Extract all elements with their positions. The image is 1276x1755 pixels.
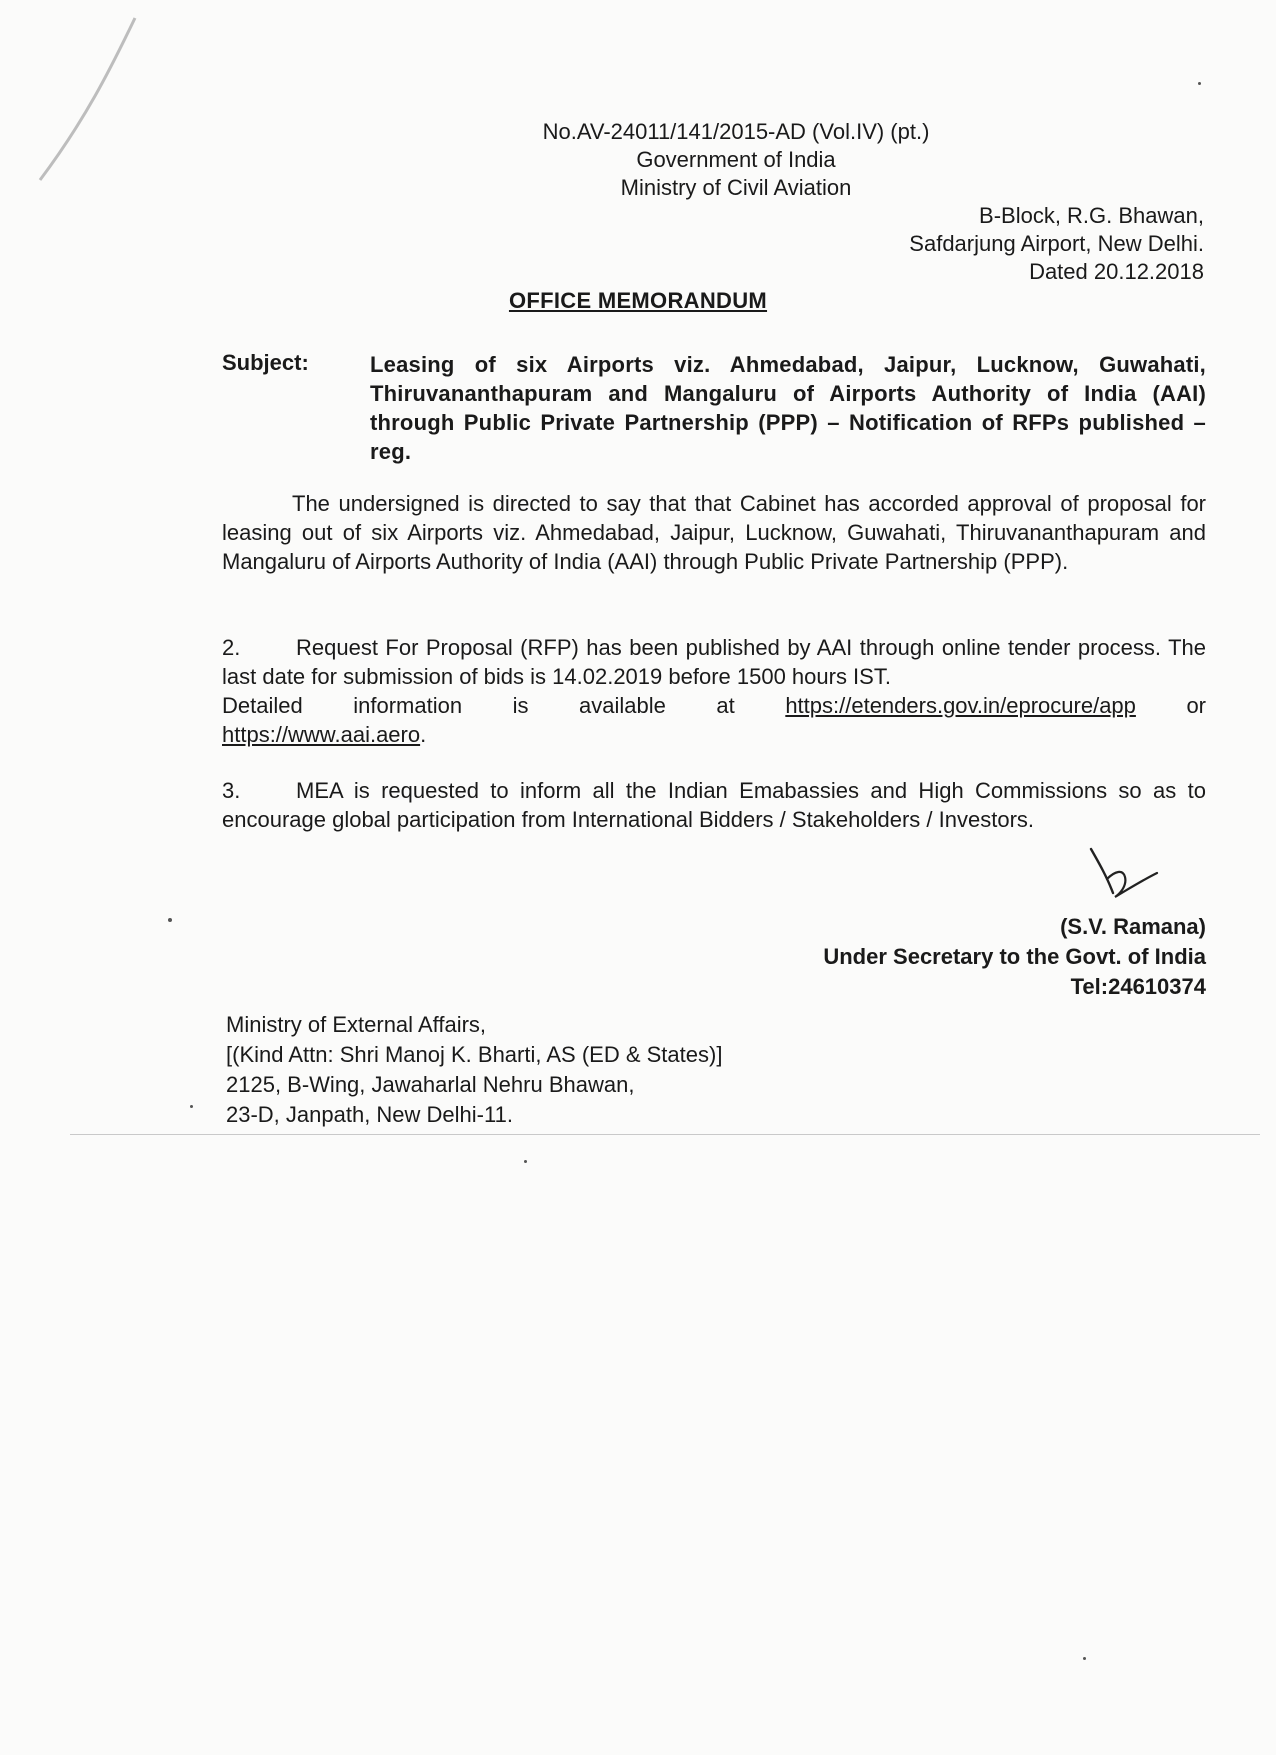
paragraph-2-number: 2. — [222, 635, 241, 660]
handwritten-signature — [1085, 845, 1185, 905]
subject-text: Leasing of six Airports viz. Ahmedabad, Jaipur, Lucknow, Guwahati, Thiruvananthapuram and Mangaluru of Airports Authority of India (AAI) through Public Private Partnership (PPP) – Notification of RFPs published – reg. — [370, 352, 1206, 464]
paragraph-2-last-line — [222, 720, 1206, 749]
scan-edge-mark — [30, 10, 140, 190]
addressee-line-3: 2125, B-Wing, Jawaharlal Nehru Bhawan, — [226, 1072, 635, 1097]
scan-speck — [1198, 82, 1201, 85]
paragraph-1-text: The undersigned is directed to say that that Cabinet has accorded approval of proposal for leasing out of six Airports viz. Ahmedabad, Jaipur, Lucknow, Guwahati, Thiruvananthapuram and Mangaluru of Airports Authority of India (AAI) through Public Private Partnership (PPP). — [222, 491, 1206, 574]
word: at — [716, 693, 735, 718]
scan-speck — [190, 1105, 193, 1108]
addressee-line-4: 23-D, Janpath, New Delhi-11. — [226, 1102, 513, 1127]
subject-label: Subject: — [222, 350, 309, 375]
word: is — [512, 693, 529, 718]
paragraph-2 — [222, 633, 1206, 749]
aai-link[interactable]: https://www.aai.aero — [222, 722, 421, 747]
paragraph-2-text: Request For Proposal (RFP) has been published by AAI through online tender process. The last date for submission of bids is 14.02.2019 before 1500 hours IST. — [222, 635, 1206, 689]
period: . — [420, 722, 427, 747]
file-number: No.AV-24011/141/2015-AD (Vol.IV) (pt.) — [542, 119, 930, 144]
scan-speck — [524, 1160, 527, 1163]
ministry-line: Ministry of Civil Aviation — [620, 175, 852, 200]
addressee-line-1: Ministry of External Affairs, — [226, 1012, 487, 1037]
government-line: Government of India — [636, 147, 836, 172]
addressee-block — [226, 1010, 722, 1130]
paragraph-3 — [222, 776, 1206, 834]
word: Detailed — [222, 693, 303, 718]
word: information — [353, 693, 463, 718]
paragraph-1 — [222, 489, 1206, 576]
signatory-designation: Under Secretary to the Govt. of India — [823, 944, 1206, 969]
etenders-link[interactable]: https://etenders.gov.in/eprocure/app — [785, 693, 1136, 718]
bottom-rule — [70, 1134, 1260, 1135]
address-line-2: Safdarjung Airport, New Delhi. — [909, 231, 1204, 256]
paragraph-3-text: MEA is requested to inform all the Indian Emabassies and High Commissions so as to encourage global participation from International Bidders / Stakeholders / Investors. — [222, 778, 1206, 832]
signatory-tel: Tel:24610374 — [1070, 974, 1206, 999]
memo-title: OFFICE MEMORANDUM — [508, 288, 768, 313]
paragraph-2-info-line — [222, 691, 1206, 720]
word: available — [579, 693, 666, 718]
word: or — [1186, 693, 1206, 718]
scan-speck — [168, 918, 172, 922]
memo-date: Dated 20.12.2018 — [1029, 259, 1204, 284]
paragraph-3-number: 3. — [222, 778, 241, 803]
address-line-1: B-Block, R.G. Bhawan, — [979, 203, 1204, 228]
scan-speck — [1083, 1657, 1086, 1660]
signatory-name: (S.V. Ramana) — [1060, 914, 1206, 939]
addressee-line-2: [(Kind Attn: Shri Manoj K. Bharti, AS (ED & States)] — [226, 1042, 723, 1067]
